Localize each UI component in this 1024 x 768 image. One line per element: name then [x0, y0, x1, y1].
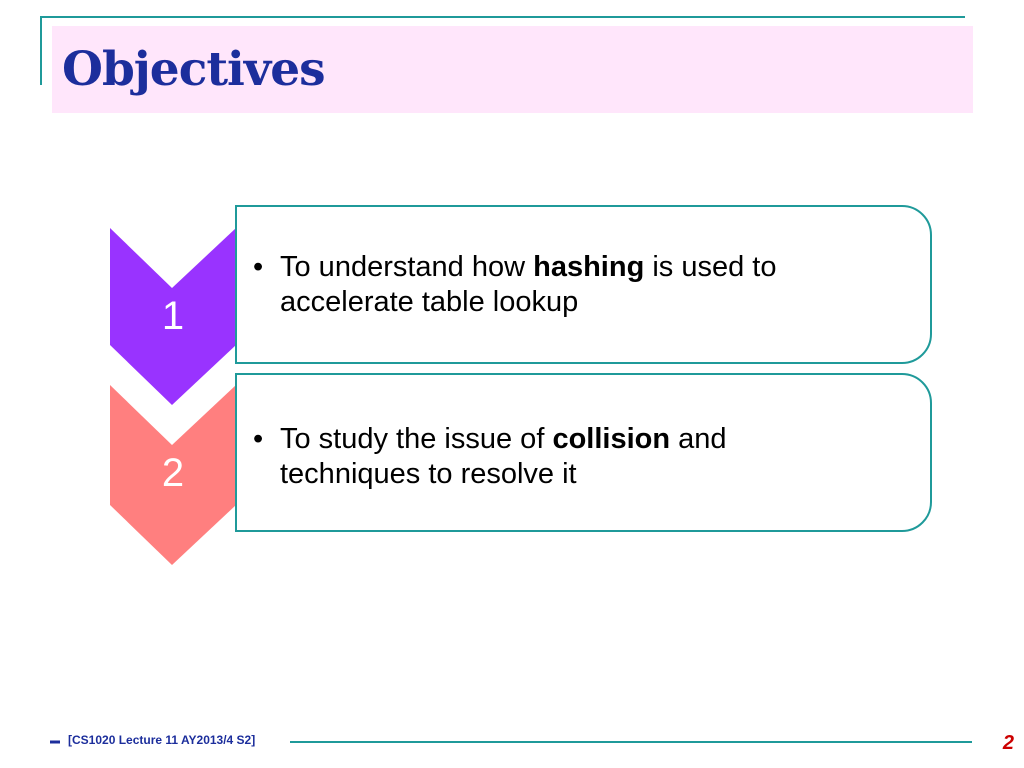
objective-2-text-line2: techniques to resolve it: [280, 458, 577, 490]
slide-title: Objectives: [62, 42, 325, 97]
page-number: 2: [1002, 732, 1014, 754]
objective-1-text-before: To understand how: [280, 251, 534, 283]
step-2-number: 2: [161, 451, 185, 495]
footer-label: [CS1020 Lecture 11 AY2013/4 S2]: [68, 733, 256, 747]
bullet-1: •: [253, 251, 264, 283]
step-1-number: 1: [161, 294, 185, 338]
objective-text-1: [280, 250, 900, 320]
objective-text-2: [280, 422, 900, 492]
objective-2-keyword: collision: [552, 423, 671, 455]
objective-2-text-after: and: [670, 423, 727, 455]
objective-1-text-line2: accelerate table lookup: [280, 286, 579, 318]
bullet-2: •: [253, 423, 264, 455]
objective-1-keyword: hashing: [533, 251, 645, 283]
objective-1-text-after: is used to: [644, 251, 777, 283]
objective-2-text-before: To study the issue of: [280, 423, 553, 455]
